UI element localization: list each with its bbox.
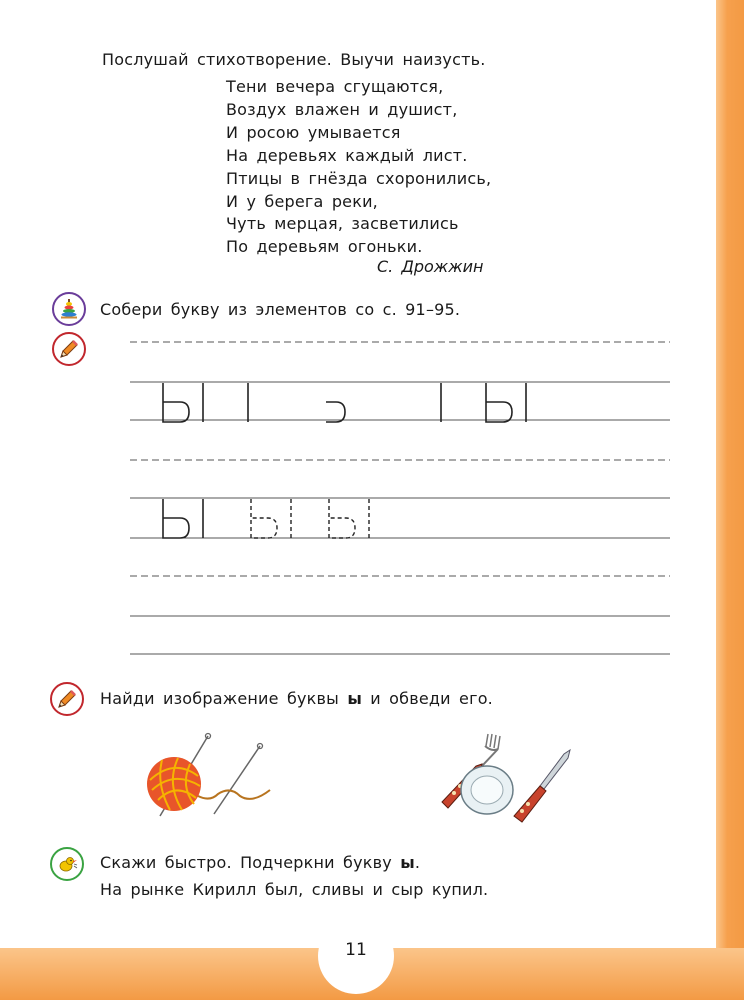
knife bbox=[514, 750, 570, 822]
pyramid-toy-icon bbox=[52, 292, 86, 326]
task-say-letter: ы bbox=[400, 853, 415, 872]
tongue-twister: На рынке Кирилл был, сливы и сыр купил. bbox=[100, 880, 489, 899]
tableware-illustration[interactable] bbox=[436, 730, 576, 825]
intro-instruction: Послушай стихотворение. Выучи наизусть. bbox=[102, 50, 486, 69]
poem-line: На деревьях каждый лист. bbox=[226, 145, 468, 165]
letter-dotted-traces bbox=[251, 499, 369, 538]
poem bbox=[226, 76, 491, 259]
task-say-before: Скажи быстро. Подчеркни букву bbox=[100, 853, 392, 872]
poem-line: Воздух влажен и душист, bbox=[226, 99, 458, 119]
letter-elements-row bbox=[163, 383, 526, 422]
poem-line: Тени вечера сгущаются, bbox=[226, 77, 444, 96]
task-find-before: Найди изображение буквы bbox=[100, 689, 340, 708]
yarn-ball-illustration[interactable] bbox=[140, 728, 280, 818]
task-find-after: и обведи его. bbox=[370, 689, 493, 708]
task-say-after: . bbox=[414, 853, 421, 872]
page-right-border bbox=[716, 0, 744, 1000]
task-assemble-text: Собери букву из элементов со с. 91–95. bbox=[100, 300, 461, 319]
letter-tracing-row bbox=[163, 499, 203, 538]
poem-line: По деревьям огоньки. bbox=[226, 237, 423, 257]
pencil-icon bbox=[50, 682, 84, 716]
task-find-letter: ы bbox=[347, 689, 362, 708]
task-say-text bbox=[100, 853, 420, 872]
poem-author: С. Дрожжин bbox=[377, 257, 484, 276]
pencil-icon bbox=[52, 332, 86, 366]
poem-line: Чуть мерцая, засветились bbox=[226, 214, 459, 234]
task-find-text bbox=[100, 689, 493, 708]
bird-icon bbox=[50, 847, 84, 881]
page-number: 11 bbox=[318, 918, 394, 994]
poem-line: Птицы в гнёзда схоронились, bbox=[226, 168, 492, 188]
writing-lines[interactable] bbox=[130, 330, 670, 660]
poem-line: И у берега реки, bbox=[226, 191, 378, 211]
poem-line: И росою умывается bbox=[226, 122, 401, 142]
